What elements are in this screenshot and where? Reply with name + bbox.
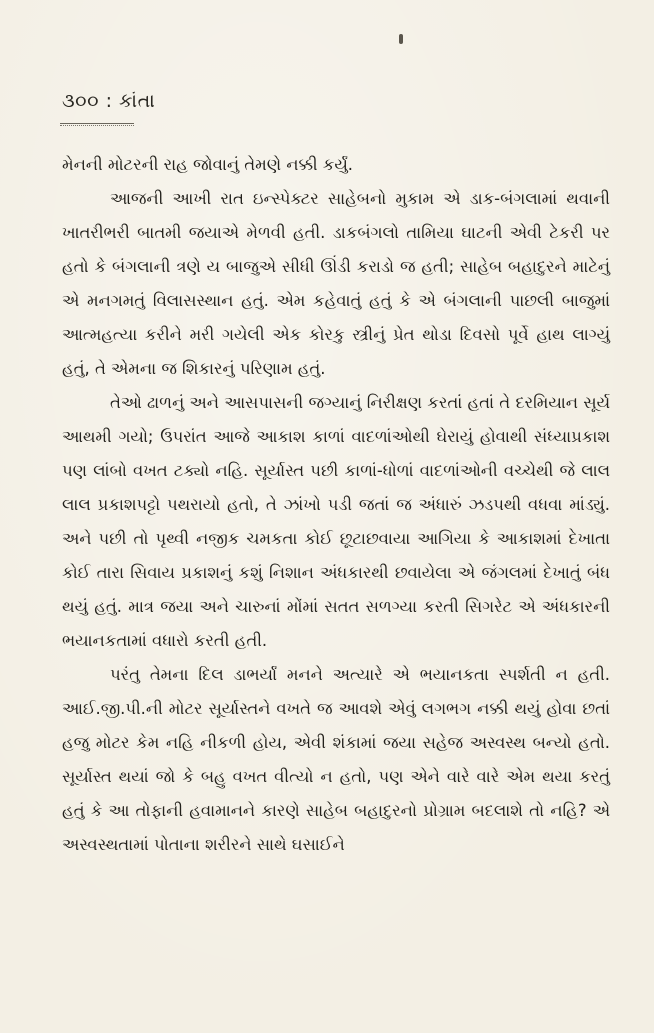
header-underline — [60, 120, 134, 124]
paragraph-4: પરંતુ તેમના દિલ ડાભર્યાં મનને અત્યારે એ ભયાનકતા સ્પર્શતી ન હતી. આઈ.જી.પી.ની મોટર સૂર્યાસ્તને વખતે જ આવશે એવું લગભગ નક્કી થયું હોવા છતાં હજુ મોટર કેમ નહિ નીકળી હોય, એવી શંકામાં જયા સહેજ અસ્વસ્થ બન્યો હતો. સૂર્યાસ્ત થયાં જો કે બહુ વખત વીત્યો ન હતો, પણ એને વારે વારે એમ થયા કરતું હતું કે આ તોફાની હવામાનને કારણે સાહેબ બહાદુરનો પ્રોગ્રામ બદલાશે તો નહિ? એ અસ્વસ્થતામાં પોતાના શરીરને સાથે ઘસાઈને — [62, 665, 610, 854]
paragraph-2: આજની આખી રાત ઇન્સ્પેક્ટર સાહેબનો મુકામ એ ડાક-બંગલામાં થવાની ખાતરીભરી બાતમી જયાએ મેળવી હતી. ડાકબંગલો તામિયા ઘાટની એવી ટેકરી પર હતો કે બંગલાની ત્રણે ય બાજુએ સીધી ઊંડી કરાડો જ હતી; સાહેબ બહાદુરને માટેનું એ મનગમતું વિલાસસ્થાન હતું. એમ કહેવાતું હતું કે એ બંગલાની પાછલી બાજુમાં આત્મહત્યા કરીને મરી ગયેલી એક કોરકુ સ્ત્રીનું પ્રેત થોડા દિવસો પૂર્વે હાથ લાગ્યું હતું, તે એમના જ શિકારનું પરિણામ હતું. — [62, 189, 610, 378]
ink-speck — [399, 34, 403, 44]
paragraph-1: મેનની મોટરની રાહ જોવાનું તેમણે નક્કી કર્યું. — [62, 155, 353, 174]
body-text — [62, 148, 610, 862]
page-header: ૩૦૦ : કાંતા — [62, 90, 156, 112]
paragraph-3: તેઓ ઢાળનું અને આસપાસની જગ્યાનું નિરીક્ષણ કરતાં હતાં તે દરમિયાન સૂર્ય આથમી ગયો; ઉપરાંત આજે આકાશ કાળાં વાદળાંઓથી ઘેરાયું હોવાથી સંધ્યાપ્રકાશ પણ લાંબો વખત ટક્યો નહિ. સૂર્યાસ્ત પછી કાળાં-ધોળાં વાદળાંઓની વચ્ચેથી જે લાલ લાલ પ્રકાશપટ્ટો પથરાયો હતો, તે ઝાંખો પડી જતાં જ અંધારું ઝડપથી વધવા માંડ્યું. અને પછી તો પૃથ્વી નજીક ચમકતા કોઈ છૂટાછવાયા આગિયા કે આકાશમાં દેખાતા કોઈ તારા સિવાય પ્રકાશનું કશું નિશાન અંધકારથી છવાયેલા એ જંગલમાં દેખાતું બંધ થયું હતું. માત્ર જયા અને ચારુનાં મોંમાં સતત સળગ્યા કરતી સિગરેટ એ અંધકારની ભયાનકતામાં વધારો કરતી હતી. — [62, 393, 610, 650]
